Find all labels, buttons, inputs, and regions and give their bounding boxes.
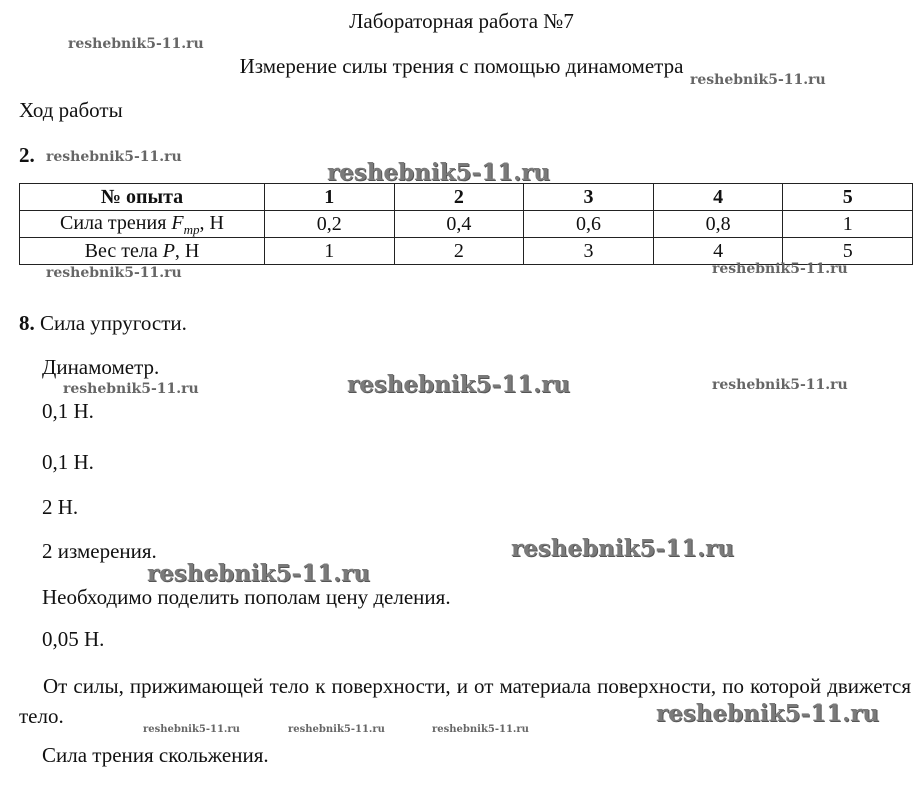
watermark: reshebnik5-11.ru (143, 724, 240, 735)
table-cell: 0,8 (653, 211, 783, 238)
question-8-text: Сила упругости. (40, 311, 187, 335)
row-label-symbol: P (162, 240, 175, 262)
table-header-cell: 3 (524, 184, 654, 211)
page-subtitle: Измерение силы трения с помощью динамометра (239, 54, 684, 78)
table-cell: 4 (653, 238, 783, 265)
answer-line: 0,1 Н. (42, 399, 94, 423)
table-cell: 1 (783, 211, 913, 238)
row-label-unit: , Н (174, 240, 200, 262)
answer-line: 0,1 Н. (42, 450, 94, 474)
answer-line: 2 Н. (42, 495, 79, 519)
row-label-friction (20, 211, 265, 238)
watermark: reshebnik5-11.ru (63, 381, 199, 397)
watermark: reshebnik5-11.ru (46, 265, 182, 281)
table-cell: 0,2 (265, 211, 395, 238)
answer-line: Необходимо поделить пополам цену деления. (42, 585, 451, 609)
page-title: Лабораторная работа №7 (349, 9, 574, 33)
table-header-cell: 1 (265, 184, 395, 211)
answer-line: Динамометр. (42, 355, 160, 379)
watermark: reshebnik5-11.ru (68, 36, 204, 52)
answer-line: 2 измерения. (42, 539, 157, 563)
table-cell: 1 (265, 238, 395, 265)
table-cell: 5 (783, 238, 913, 265)
table-header-cell: 2 (394, 184, 524, 211)
row-label-text: Вес тела (84, 240, 163, 262)
section-heading: Ход работы (19, 98, 123, 122)
table-cell: 3 (524, 238, 654, 265)
answer-line: 0,05 Н. (42, 627, 105, 651)
table-header-cell: 4 (653, 184, 783, 211)
answer-last: Сила трения скольжения. (42, 743, 269, 767)
table-cell: 2 (394, 238, 524, 265)
results-table (19, 183, 913, 265)
table-row (20, 211, 913, 238)
answer-paragraph: От силы, прижимающей тело к поверхности, и от материала поверхности, по которой движется тело. (19, 674, 911, 728)
row-label-text: Сила трения (60, 211, 172, 234)
question-8 (19, 313, 187, 334)
row-label-weight (20, 238, 265, 265)
row-label-unit: , Н (199, 211, 224, 234)
table-cell: 0,6 (524, 211, 654, 238)
watermark: reshebnik5-11.ru (511, 535, 734, 562)
watermark: reshebnik5-11.ru (147, 560, 370, 587)
row-label-subscript: тр (183, 221, 200, 237)
table-header-row (20, 184, 913, 211)
watermark: reshebnik5-11.ru (347, 371, 570, 398)
watermark: reshebnik5-11.ru (288, 724, 385, 735)
watermark: reshebnik5-11.ru (432, 724, 529, 735)
watermark: reshebnik5-11.ru (712, 261, 848, 277)
table-cell: 0,4 (394, 211, 524, 238)
watermark: reshebnik5-11.ru (656, 700, 879, 727)
table-header-cell: 5 (783, 184, 913, 211)
watermark: reshebnik5-11.ru (46, 149, 182, 165)
watermark: reshebnik5-11.ru (690, 72, 826, 88)
question-8-number: 8. (19, 311, 35, 335)
watermark: reshebnik5-11.ru (712, 377, 848, 393)
question-2-number: 2. (19, 143, 35, 167)
watermark: reshebnik5-11.ru (327, 159, 550, 186)
table-header-cell: № опыта (20, 184, 265, 211)
row-label-symbol: F (171, 211, 184, 234)
